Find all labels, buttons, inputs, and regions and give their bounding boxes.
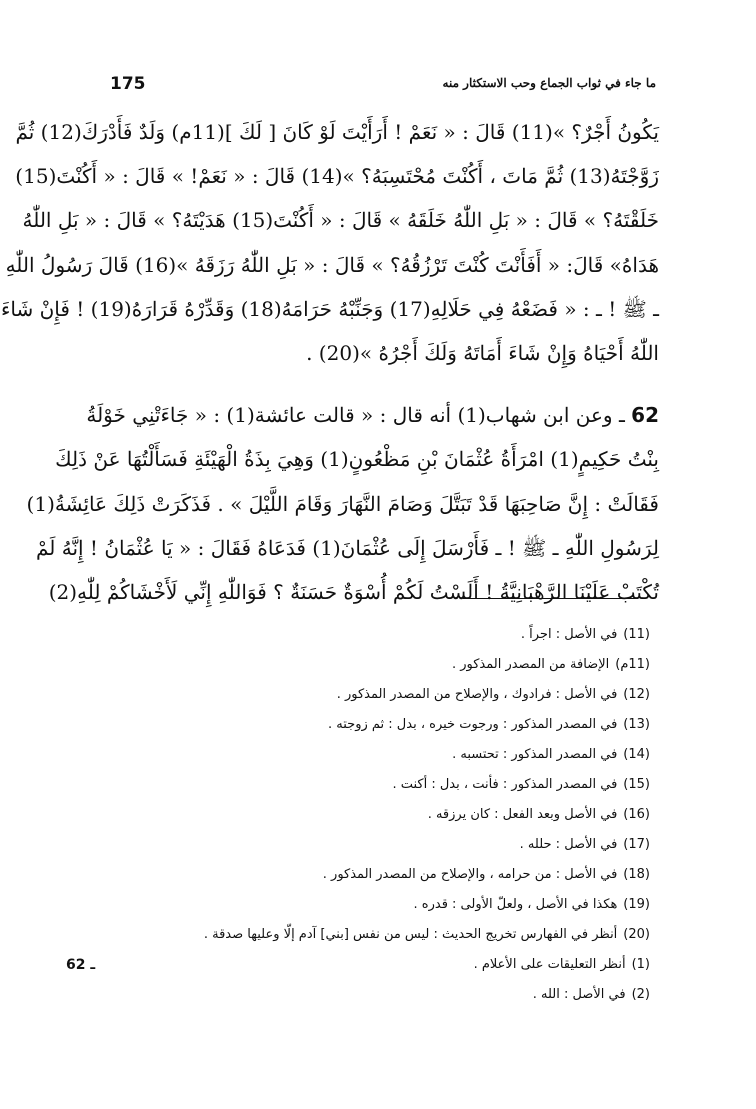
footnote-number: (19) xyxy=(623,897,650,912)
footnote-number: (11م) xyxy=(615,657,650,672)
main-text xyxy=(0,110,659,614)
footnote-text: أنظر التعليقات على الأعلام . xyxy=(473,957,626,972)
text-line: اللّٰهُ أَحْيَاهُ وَإِنْ شَاءَ أَمَاتَهُ وَلَكَ أَجْرُهُ »(20) . xyxy=(306,340,659,365)
page-number: 175 xyxy=(110,74,146,94)
footnote xyxy=(110,860,650,890)
footnote-number: (18) xyxy=(623,867,650,882)
footnote-text: في المصدر المذكور : فأنت ، بدل : أكنت . xyxy=(392,777,618,792)
text-line: خَلَقْتَهُ؟ » قَالَ : « بَلِ اللّٰهُ خَلَقَهُ » قَالَ : « أَكُنْتَ(15) هَدَيْتَهُ؟ » قَالَ : « بَلِ اللّٰهُ xyxy=(22,208,659,233)
page-header xyxy=(110,74,656,104)
running-title: ما جاء في ثواب الجماع وحب الاستكثار منه xyxy=(442,76,656,90)
text-line: زَوَّجْتَهُ(13) ثُمَّ مَاتَ ، أَكُنْتَ مُحْتَسِبَهُ؟ »(14) قَالَ : « نَعَمْ! » قَالَ : « أَكُنْتَ(15) xyxy=(15,164,659,189)
footnote-text: في الأصل : حلله . xyxy=(519,837,618,852)
footnote-number: (15) xyxy=(623,777,650,792)
footnote-text: في الأصل : من حرامه ، والإصلاح من المصدر المذكور . xyxy=(322,867,618,882)
footnote xyxy=(110,680,650,710)
text-line: ـ وعن ابن شهاب(1) أنه قال : « قالت عائشة(1) : « جَاءَتْنِي خَوْلَةُ xyxy=(86,403,632,428)
paragraph-62-first-line xyxy=(86,393,659,437)
footnote xyxy=(110,920,650,950)
footnote-number: (14) xyxy=(623,747,650,762)
footnote-number: (13) xyxy=(623,717,650,732)
footnote-62 xyxy=(66,950,650,980)
text-line: هَدَاهُ» قَالَ: « أَفَأَنْتَ كُنْتَ تَرْزُقُهُ؟ » قَالَ : « بَلِ اللّٰهُ رَزَقَهُ »(16) قَالَ رَسُولُ اللّٰهِ xyxy=(5,252,659,277)
footnote-text: أنظر في الفهارس تخريج الحديث : ليس من نفس [بني] آدم إلّا وعليها صدقة . xyxy=(203,927,618,942)
text-line: لِرَسُولِ اللّٰهِ ـ ﷺ ! ـ فَأَرْسَلَ إِلَى عُثْمَانَ(1) فَدَعَاهُ فَقَالَ : « يَا عُثْمَانُ ! إِنَّهُ لَمْ xyxy=(35,535,659,560)
footnote-number: (17) xyxy=(623,837,650,852)
footnote xyxy=(110,710,650,740)
footnotes xyxy=(66,620,650,1010)
footnote-number: (12) xyxy=(623,687,650,702)
text-line: فَقَالَتْ : إِنَّ صَاحِبَهَا قَدْ تَبَتَّلَ وَصَامَ النَّهَارَ وَقَامَ اللَّيْلَ » . فَذَكَرَتْ ذَلِكَ عَائِشَةُ(1) xyxy=(26,491,659,516)
footnote-62-label: 62 ـ xyxy=(66,957,96,973)
footnote xyxy=(110,740,650,770)
footnote-number: (11) xyxy=(623,627,650,642)
footnote xyxy=(110,800,650,830)
footnote-number: (16) xyxy=(623,807,650,822)
paragraph-number: 62 xyxy=(631,403,659,428)
footnote-number: (20) xyxy=(623,927,650,942)
footnote-text: الإضافة من المصدر المذكور . xyxy=(451,657,610,672)
footnote-text: في الأصل : فرادوك ، والإصلاح من المصدر المذكور . xyxy=(336,687,618,702)
footnote-text: في المصدر المذكور : تحتسبه . xyxy=(452,747,618,762)
text-line: بِنْتُ حَكِيمٍ(1) امْرَأَةُ عُثْمَانَ بْنِ مَظْعُونٍ(1) وَهِيَ بِذَةُ الْهَيْئَةِ فَسَأَلْتُهَا عَنْ ذَلِكَ xyxy=(55,447,659,472)
footnote-text: في الأصل وبعد الفعل : كان يرزقه . xyxy=(427,807,618,822)
footnote xyxy=(110,620,650,650)
footnote-divider xyxy=(463,598,638,599)
footnote-text: في المصدر المذكور : ورجوت خيره ، بدل : ثم زوجته . xyxy=(328,717,618,732)
text-line: تُكْتَبْ عَلَيْنَا الرَّهْبَانِيَّةُ ! أَلَسْتُ لَكُمْ أُسْوَةٌ حَسَنَةٌ ؟ فَوَاللّٰهِ إِنِّي لَأَخْشَاكُمْ لِلّٰهِ(2) xyxy=(48,579,659,604)
footnote-text: في الأصل : اجراً . xyxy=(520,627,618,642)
footnote-number: (2) xyxy=(631,987,650,1002)
footnote xyxy=(110,890,650,920)
text-line: ـ ﷺ ! ـ : « فَضَعْهُ فِي حَلَالِهِ(17) وَجَنِّبْهُ حَرَامَهُ(18) وَقَدِّرْهُ قَرَارَهُ(19) ! فَإِنْ شَاءَ xyxy=(0,296,659,321)
footnote-number: (1) xyxy=(631,957,650,972)
footnote-text: هكذا في الأصل ، ولعلّ الأولى : قدره . xyxy=(413,897,618,912)
footnote-62 xyxy=(110,980,650,1010)
text-line: يَكُونُ أَجْرٌ؟ »(11) قَالَ : « نَعَمْ ! أَرَأَيْتَ لَوْ كَانَ [ لَكَ ](11م) وَلَدٌ فَأَدْرَكَ(12) ثُمَّ xyxy=(15,120,659,144)
footnote xyxy=(110,650,650,680)
footnote-text: في الأصل : الله . xyxy=(532,987,626,1002)
footnote xyxy=(110,770,650,800)
paragraph-gap xyxy=(104,375,659,393)
footnote xyxy=(110,830,650,860)
